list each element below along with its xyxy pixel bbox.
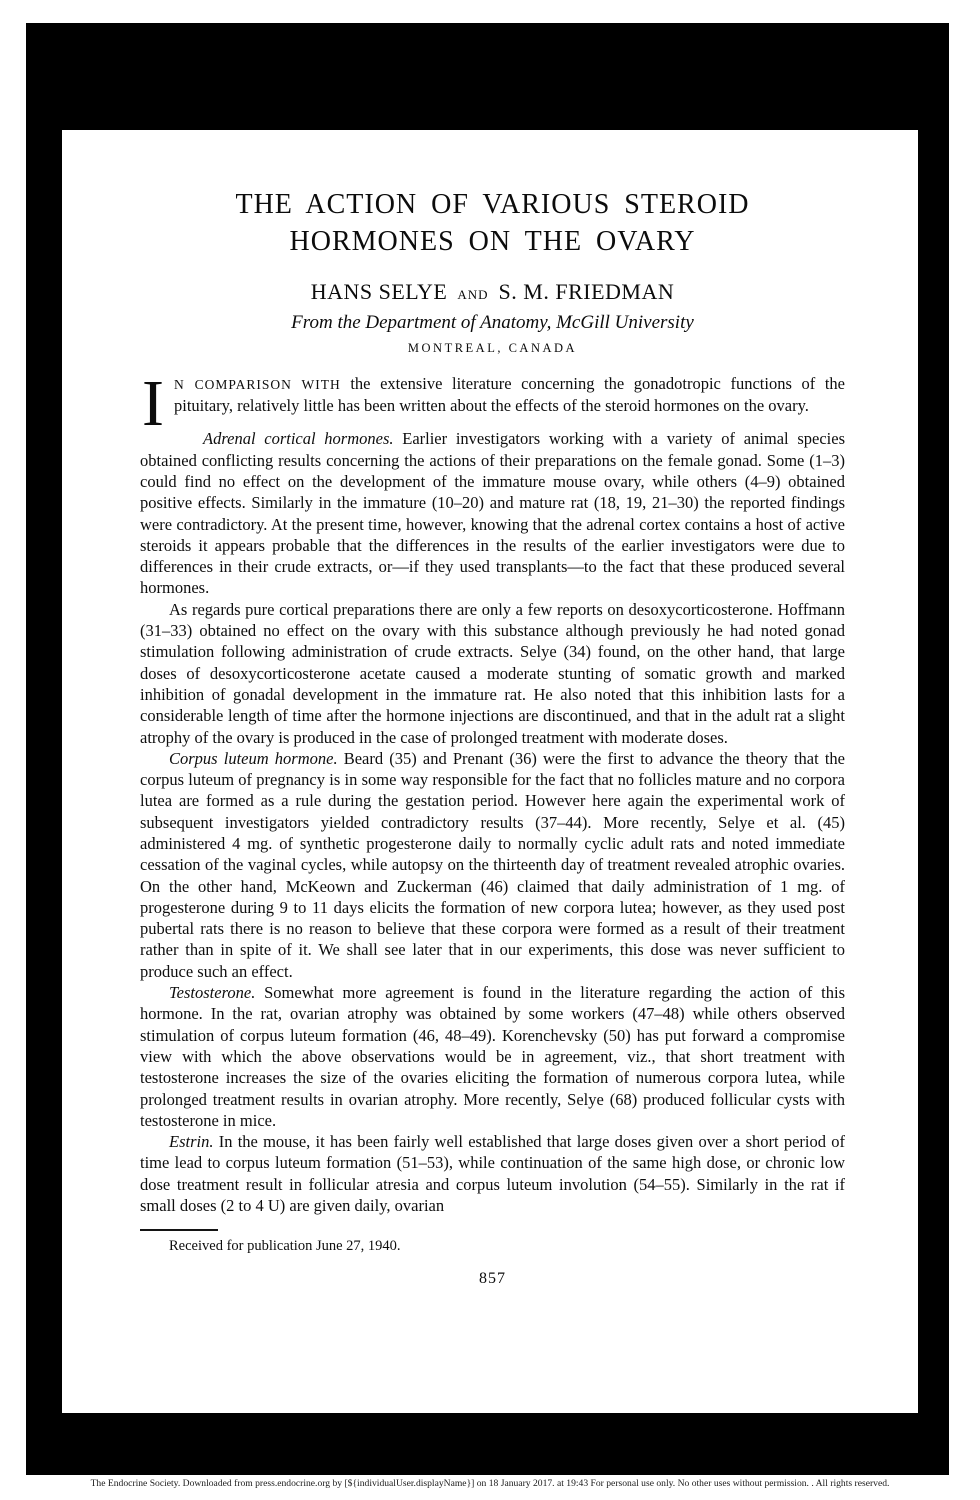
paragraph-lead-italic: Adrenal cortical hormones. — [202, 429, 394, 449]
author-selye: HANS SELYE — [310, 278, 448, 304]
article-title-line-2: HORMONES ON THE OVARY — [289, 226, 696, 257]
paragraph-corpus-luteum-hormone — [140, 748, 845, 982]
paragraph-lead-italic: Testosterone. — [169, 983, 256, 1003]
article-body — [140, 366, 846, 1217]
paragraph-text: Beard (35) and Prenant (36) were the first to advance the theory that the corpus luteum of pregnancy is in some way responsible for the fact that no follicles mature and no corpora lutea are formed as a rule during the gestation period. However here again the experimental work of subsequent investigators yielded contradictory results (37–44). More recently, Selye et al. (45) administered 4 mg. of synthetic progesterone daily to normally cyclic adult rats and noted immediate cessation of the vaginal cycles, while autopsy on the thirteenth day of treatment revealed atrophic ovaries. On the other hand, McKeown and Zuckerman (46) claimed that daily administration of 1 mg. of progesterone during 9 to 11 days elicits the formation of new corpora lutea; however, as they used post pubertal rats there is no reason to believe that these corpora were formed as a result of their treatment rather than in spite of it. We shall see later that in our experiments, this dose was never sufficient to produce such an effect. — [140, 748, 846, 981]
scan-black-border — [26, 23, 949, 1475]
paragraph-lead-italic: Estrin. — [169, 1132, 214, 1152]
paragraph-pure-cortical-preparations — [140, 599, 845, 748]
paragraph-text: In the mouse, it has been fairly well established that large doses given over a short period of time lead to corpus luteum formation (51–53), while continuation of the same high dose, or chronic low dose treatment result in follicular atresia and corpus luteum involution (54–55). Similarly in the rat if small doses (2 to 4 U) are given daily, ovarian — [140, 1132, 845, 1216]
paragraph-estrin — [140, 1131, 845, 1216]
download-notice-text: The Endocrine Society. Downloaded from press.endocrine.org by [${individualUser.displayName}] on 18 January 2017. at 19:43 For personal use only. No other uses without permission. . All rights reserved. — [90, 1478, 890, 1489]
location-line: MONTREAL, CANADA — [407, 340, 578, 355]
dropcap-initial: I — [142, 366, 164, 440]
paragraph-text: Earlier investigators working with a variety of animal species obtained conflicting results concerning the actions of their preparations on the female gonad. Some (1–3) could find no effect on the development of the immature mouse ovary, while others (4–9) obtained positive effects. Similarly in the immature (10–20) and mature rat (18, 19, 21–30) the reported findings were contradictory. At the present time, however, knowing that the adrenal cortex contains a host of active steroids it appears probable that the differences in the results of the earlier investigators were due to differences in their crude extracts, or—if they used transplants—to the fact that these produced several hormones. — [140, 429, 845, 598]
intro-smallcaps-lead: N COMPARISON WITH — [173, 376, 341, 392]
article-title — [140, 186, 845, 260]
paragraph-lead-italic: Corpus luteum hormone. — [169, 748, 338, 768]
paragraph-text: As regards pure cortical preparations there are only a few reports on desoxycorticosterone. Hoffmann (31–33) obtained no effect on the ovary with this substance although previously he had noted gonad stimulation following administration of crude extracts. Selye (34) found, on the other hand, that large doses of desoxycorticosterone acetate caused a moderate stunting of somatic growth and marked inhibition of gonadal development in the immature rat. He also noted that this inhibition lasts for a considerable length of time after the hormone injections are discontinued, and that in the adult rat a slight atrophy of the ovary is produced in the case of prolonged treatment with moderate doses. — [140, 599, 845, 747]
download-notice-bar — [0, 1478, 980, 1489]
affiliation-line: From the Department of Anatomy, McGill University — [291, 311, 694, 333]
page-content — [62, 186, 918, 1288]
paragraph-adrenal-cortical-hormones — [140, 428, 845, 598]
article-title-line-1: THE ACTION OF VARIOUS STEROID — [235, 189, 750, 220]
page-number: 857 — [479, 1270, 506, 1288]
intro-text: the extensive literature concerning the gonadotropic functions of the pituitary, relatively little has been written about the effects of the steroid hormones on the ovary. — [173, 373, 845, 416]
received-footnote: Received for publication June 27, 1940. — [169, 1238, 401, 1255]
paragraph-text: Somewhat more agreement is found in the literature regarding the action of this hormone. In the rat, ovarian atrophy was obtained by some workers (47–48) while others observed stimulation of corpus luteum formation (46, 48–49). Korenchevsky (50) has put forward a compromise view with which the above observations would be in agreement, viz., that short treatment with testosterone increases the size of the ovaries eliciting the formation of numerous corpora lutea, while prolonged treatment results in ovarian atrophy. More recently, Selye (68) produced follicular cysts with testosterone in mice. — [140, 983, 845, 1130]
authors-line — [140, 279, 845, 305]
paragraph-testosterone — [140, 982, 845, 1131]
journal-page — [62, 130, 918, 1413]
footnote-separator-rule — [140, 1229, 218, 1231]
authors-conjunction: AND — [457, 286, 489, 302]
author-friedman: S. M. FRIEDMAN — [498, 278, 675, 304]
